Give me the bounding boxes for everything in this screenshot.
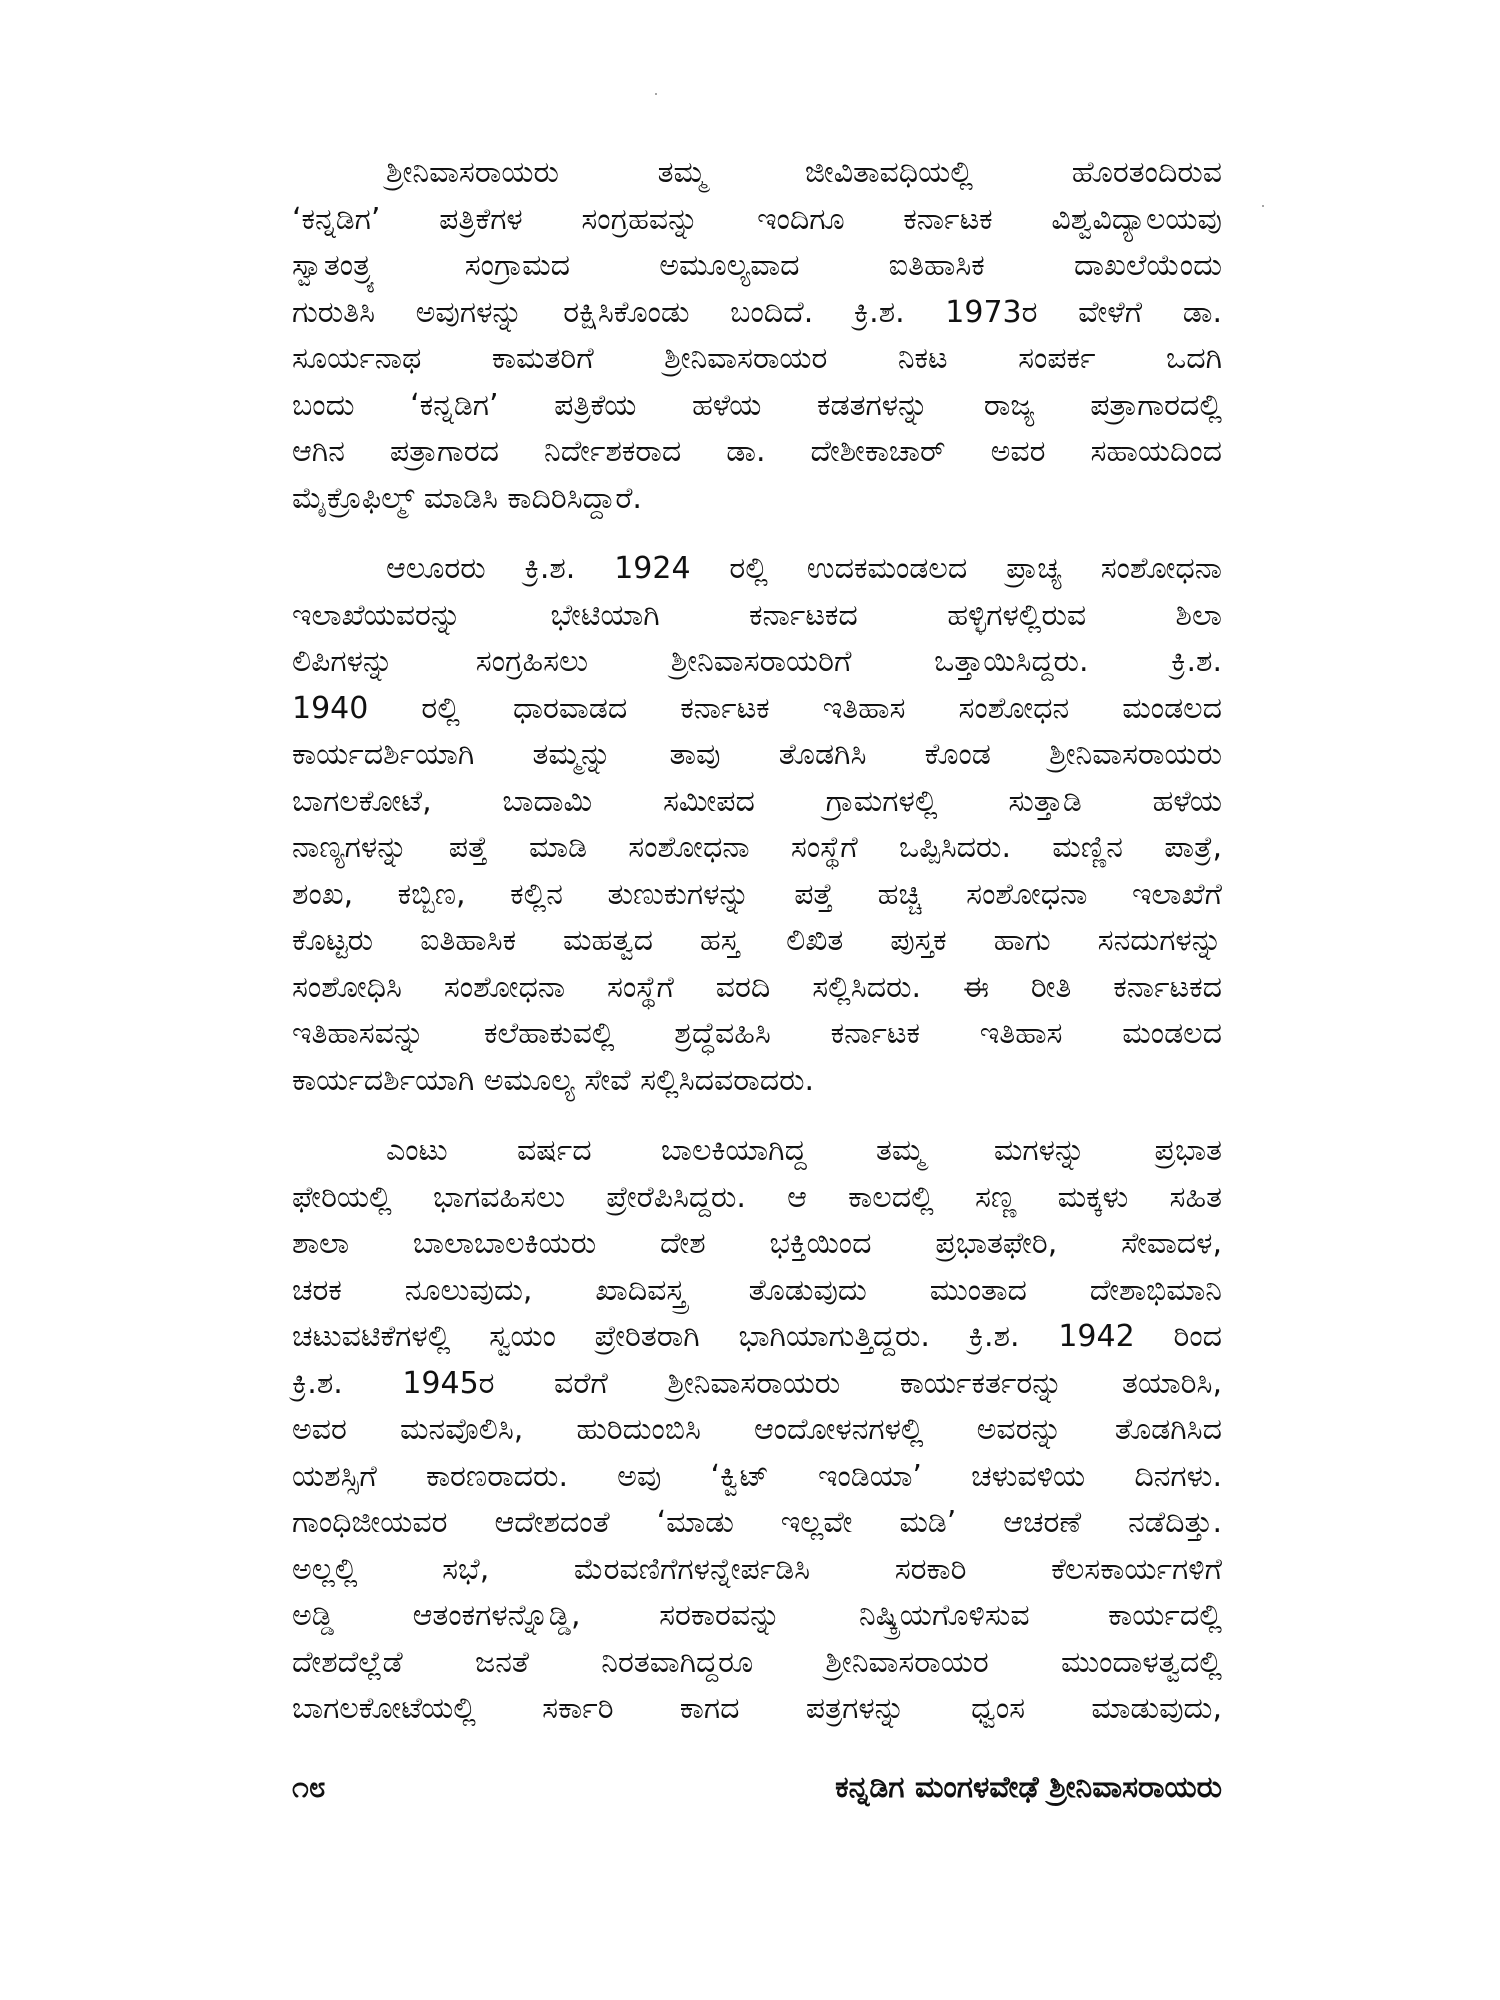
page-footer [292, 1770, 1222, 1818]
text-line: ಶಾಲಾ ಬಾಲಾಬಾಲಕಿಯರು ದೇಶ ಭಕ್ತಿಯಿಂದ ಪ್ರಭಾತಫೇರಿ, ಸೇವಾದಳ, [292, 1226, 1222, 1261]
text-line: ಬಂದು ‘ಕನ್ನಡಿಗ’ ಪತ್ರಿಕೆಯ ಹಳೆಯ ಕಡತಗಳನ್ನು ರಾಜ್ಯ ಪತ್ರಾಗಾರದಲ್ಲಿ [292, 387, 1222, 423]
scan-speck [1262, 205, 1264, 207]
text-line: ಶಂಖ, ಕಬ್ಬಿಣ, ಕಲ್ಲಿನ ತುಣುಕುಗಳನ್ನು ಪತ್ತೆ ಹಚ್ಚಿ ಸಂಶೋಧನಾ ಇಲಾಖೆಗೆ [292, 876, 1222, 912]
running-title: ಕನ್ನಡಿಗ ಮಂಗಳವೇಢೆ ಶ್ರೀನಿವಾಸರಾಯರು [835, 1770, 1222, 1805]
text-line: ಕಾರ್ಯದರ್ಶಿಯಾಗಿ ಅಮೂಲ್ಯ ಸೇವೆ ಸಲ್ಲಿಸಿದವರಾದರು. [292, 1062, 815, 1098]
scan-speck [655, 93, 657, 95]
text-line: ಸಂಶೋಧಿಸಿ ಸಂಶೋಧನಾ ಸಂಸ್ಥೆಗೆ ವರದಿ ಸಲ್ಲಿಸಿದರು. ಈ ರೀತಿ ಕರ್ನಾಟಕದ [292, 969, 1222, 1005]
text-line: ಅಲ್ಲಲ್ಲಿ ಸಭೆ, ಮೆರವಣಿಗೆಗಳನ್ನೇರ್ಪಡಿಸಿ ಸರಕಾರಿ ಕೆಲಸಕಾರ್ಯಗಳಿಗೆ [292, 1551, 1222, 1587]
text-line: ಇತಿಹಾಸವನ್ನು ಕಲೆಹಾಕುವಲ್ಲಿ ಶ್ರದ್ಧೆವಹಿಸಿ ಕರ್ನಾಟಕ ಇತಿಹಾಸ ಮಂಡಲದ [292, 1016, 1222, 1051]
text-line: ‘ಕನ್ನಡಿಗ’ ಪತ್ರಿಕೆಗಳ ಸಂಗ್ರಹವನ್ನು ಇಂದಿಗೂ ಕರ್ನಾಟಕ ವಿಶ್ವವಿದ್ಯಾಲಯವು [292, 201, 1222, 237]
text-line: ಬಾಗಲಕೋಟೆ, ಬಾದಾಮಿ ಸಮೀಪದ ಗ್ರಾಮಗಳಲ್ಲಿ ಸುತ್ತಾಡಿ ಹಳೆಯ [292, 783, 1222, 819]
text-line: ಕಾರ್ಯದರ್ಶಿಯಾಗಿ ತಮ್ಮನ್ನು ತಾವು ತೊಡಗಿಸಿ ಕೊಂಡ ಶ್ರೀನಿವಾಸರಾಯರು [292, 737, 1222, 772]
text-line: ಚಟುವಟಿಕೆಗಳಲ್ಲಿ ಸ್ವಯಂ ಪ್ರೇರಿತರಾಗಿ ಭಾಗಿಯಾಗುತ್ತಿದ್ದರು. ಕ್ರಿ.ಶ. 1942 ರಿಂದ [292, 1319, 1222, 1354]
page-number: ೧೮ [292, 1770, 326, 1805]
text-line: ದೇಶದೆಲ್ಲೆಡೆ ಜನತೆ ನಿರತವಾಗಿದ್ದರೂ ಶ್ರೀನಿವಾಸರಾಯರ ಮುಂದಾಳತ್ವದಲ್ಲಿ [292, 1644, 1222, 1680]
text-line: ಅಡ್ಡಿ ಆತಂಕಗಳನ್ನೊಡ್ಡಿ, ಸರಕಾರವನ್ನು ನಿಷ್ಕ್ರಿಯಗೊಳಿಸುವ ಕಾರ್ಯದಲ್ಲಿ [292, 1598, 1222, 1633]
paragraph-3 [292, 1128, 1222, 1733]
body-text [292, 150, 1222, 1733]
paragraph-gap [292, 1104, 1222, 1128]
text-line: ಗುರುತಿಸಿ ಅವುಗಳನ್ನು ರಕ್ಷಿಸಿಕೊಂಡು ಬಂದಿದೆ. ಕ್ರಿ.ಶ. 1973ರ ವೇಳೆಗೆ ಡಾ. [292, 294, 1222, 330]
text-line: ಲಿಪಿಗಳನ್ನು ಸಂಗ್ರಹಿಸಲು ಶ್ರೀನಿವಾಸರಾಯರಿಗೆ ಒತ್ತಾಯಿಸಿದ್ದರು. ಕ್ರಿ.ಶ. [292, 644, 1222, 679]
text-line: ಸ್ವಾತಂತ್ರ್ಯ ಸಂಗ್ರಾಮದ ಅಮೂಲ್ಯವಾದ ಐತಿಹಾಸಿಕ ದಾಖಲೆಯೆಂದು [292, 248, 1222, 283]
text-line: ಅವರ ಮನವೊಲಿಸಿ, ಹುರಿದುಂಬಿಸಿ ಆಂದೋಳನಗಳಲ್ಲಿ ಅವರನ್ನು ತೊಡಗಿಸಿದ [292, 1412, 1222, 1447]
text-line: ಮೈಕ್ರೊಫಿಲ್ಮ್ ಮಾಡಿಸಿ ಕಾದಿರಿಸಿದ್ದಾರೆ. [292, 480, 642, 516]
text-line: ಕೊಟ್ಟರು ಐತಿಹಾಸಿಕ ಮಹತ್ವದ ಹಸ್ತ ಲಿಖಿತ ಪುಸ್ತಕ ಹಾಗು ಸನದುಗಳನ್ನು [292, 923, 1222, 958]
text-line: ಶ್ರೀನಿವಾಸರಾಯರು ತಮ್ಮ ಜೀವಿತಾವಧಿಯಲ್ಲಿ ಹೊರತಂದಿರುವ [386, 155, 1222, 190]
text-line: ಆಗಿನ ಪತ್ರಾಗಾರದ ನಿರ್ದೇಶಕರಾದ ಡಾ. ದೇಶೀಕಾಚಾರ್ ಅವರ ಸಹಾಯದಿಂದ [292, 434, 1222, 469]
text-line: ಬಾಗಲಕೋಟೆಯಲ್ಲಿ ಸರ್ಕಾರಿ ಕಾಗದ ಪತ್ರಗಳನ್ನು ಧ್ವಂಸ ಮಾಡುವುದು, [292, 1691, 1222, 1726]
paragraph-gap [292, 522, 1222, 546]
text-line: ಚರಕ ನೂಲುವುದು, ಖಾದಿವಸ್ತ್ರ ತೊಡುವುದು ಮುಂತಾದ ದೇಶಾಭಿಮಾನಿ [292, 1272, 1222, 1308]
text-line: 1940 ರಲ್ಲಿ ಧಾರವಾಡದ ಕರ್ನಾಟಕ ಇತಿಹಾಸ ಸಂಶೋಧನ ಮಂಡಲದ [292, 690, 1222, 726]
text-line: ಗಾಂಧಿಜೀಯವರ ಆದೇಶದಂತೆ ‘ಮಾಡು ಇಲ್ಲವೇ ಮಡಿ’ ಆಚರಣೆ ನಡೆದಿತ್ತು. [292, 1505, 1222, 1540]
text-line: ಕ್ರಿ.ಶ. 1945ರ ವರೆಗೆ ಶ್ರೀನಿವಾಸರಾಯರು ಕಾರ್ಯಕರ್ತರನ್ನು ತಯಾರಿಸಿ, [292, 1365, 1222, 1401]
text-line: ಇಲಾಖೆಯವರನ್ನು ಭೇಟಿಯಾಗಿ ಕರ್ನಾಟಕದ ಹಳ್ಳಿಗಳಲ್ಲಿರುವ ಶಿಲಾ [292, 597, 1222, 633]
text-line: ಯಶಸ್ಸಿಗೆ ಕಾರಣರಾದರು. ಅವು ‘ಕ್ವಿಟ್ ಇಂಡಿಯಾ’ ಚಳುವಳಿಯ ದಿನಗಳು. [292, 1458, 1222, 1494]
paragraph-1 [292, 150, 1222, 522]
text-line: ಎಂಟು ವರ್ಷದ ಬಾಲಕಿಯಾಗಿದ್ದ ತಮ್ಮ ಮಗಳನ್ನು ಪ್ರಭಾತ [386, 1133, 1222, 1168]
text-line: ಫೇರಿಯಲ್ಲಿ ಭಾಗವಹಿಸಲು ಪ್ರೇರೆಪಿಸಿದ್ದರು. ಆ ಕಾಲದಲ್ಲಿ ಸಣ್ಣ ಮಕ್ಕಳು ಸಹಿತ [292, 1179, 1222, 1215]
text-line: ಆಲೂರರು ಕ್ರಿ.ಶ. 1924 ರಲ್ಲಿ ಉದಕಮಂಡಲದ ಪ್ರಾಚ್ಯ ಸಂಶೋಧನಾ [386, 551, 1222, 586]
text-line: ಸೂರ್ಯನಾಥ ಕಾಮತರಿಗೆ ಶ್ರೀನಿವಾಸರಾಯರ ನಿಕಟ ಸಂಪರ್ಕ ಒದಗಿ [292, 341, 1222, 376]
paragraph-2 [292, 546, 1222, 1104]
text-line: ನಾಣ್ಯಗಳನ್ನು ಪತ್ತೆ ಮಾಡಿ ಸಂಶೋಧನಾ ಸಂಸ್ಥೆಗೆ ಒಪ್ಪಿಸಿದರು. ಮಣ್ಣಿನ ಪಾತ್ರೆ, [292, 830, 1222, 865]
